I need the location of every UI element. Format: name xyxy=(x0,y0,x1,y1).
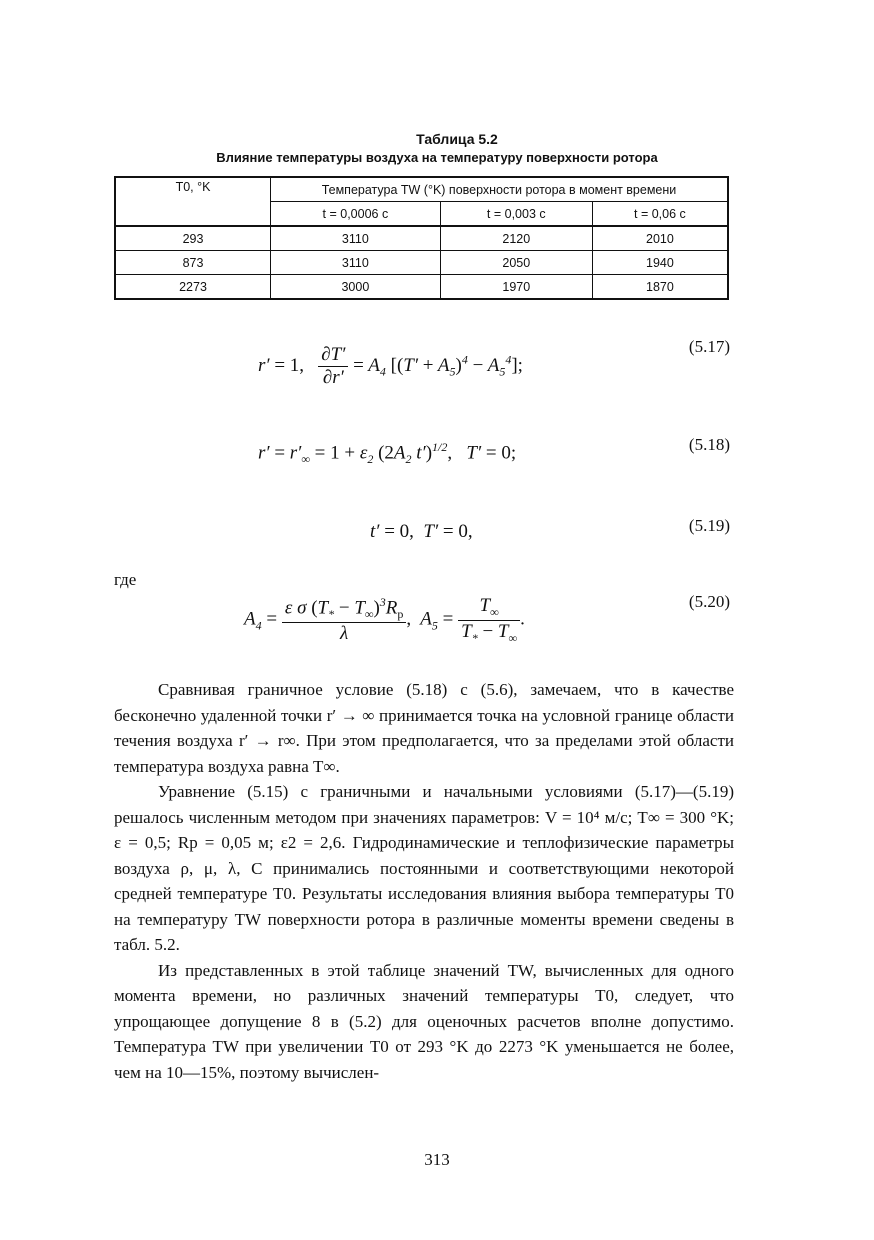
paragraph: Уравнение (5.15) с граничными и начальными условиями (5.17)—(5.19) решалось численным методом при значениях параметров: V = 10⁴ м/с; T∞ = 300 °K; ε = 0,5; Rp = 0,05 м; ε2 = 2,6. Гидродинамические и теплофизические параметры воздуха ρ, μ, λ, C принимались постоянными и соответствующими некоторой средней температуре T0. Результаты исследования влияния выбора температуры T0 на температуру TW поверхности ротора в различные моменты времени сведены в табл. 5.2. xyxy=(114,782,734,954)
equation-5-18: $r' = r'_\infty = 1 + \varepsilon_2$ ($2A_2$ t′)$^{1/2}$, T′ = 0; xyxy=(258,440,517,467)
col-header-t0: T0, °K xyxy=(115,177,271,226)
cell-t0: 2273 xyxy=(115,275,271,300)
equation-number: (5.19) xyxy=(688,516,730,535)
equation-number: (5.17) xyxy=(688,337,730,356)
page-number: 313 xyxy=(424,1150,450,1169)
equation-number: (5.18) xyxy=(688,435,730,454)
table-number: Таблица 5.2 xyxy=(416,131,498,147)
cell-value: 3110 xyxy=(271,251,441,275)
data-table xyxy=(114,176,729,300)
paragraph: Сравнивая граничное условие (5.18) с (5.6), замечаем, что в качестве бесконечно удаленной точки r′ → ∞ принимается точка на условной границе области течения воздуха r′ → r∞. При этом предполагается, что за пределами этой области температура воздуха равна T∞. xyxy=(114,680,734,776)
col-header-time: t = 0,06 c xyxy=(592,202,728,227)
where-word: где xyxy=(114,570,137,589)
equation-5-20: $A_4$ = $\frac{\varepsilon \sigma (T_* - T_\infty)^3R_p}{\lambda}$ , $A_5$ = $\frac{T_\infty}{T_* - T_\infty}$ . xyxy=(244,595,525,645)
table-row xyxy=(115,275,728,300)
table-row xyxy=(115,251,728,275)
cell-t0: 873 xyxy=(115,251,271,275)
body-text xyxy=(114,677,734,1085)
cell-value: 2050 xyxy=(440,251,592,275)
cell-value: 3110 xyxy=(271,226,441,251)
col-header-time: t = 0,003 c xyxy=(440,202,592,227)
table-row xyxy=(115,226,728,251)
cell-value: 1870 xyxy=(592,275,728,300)
equation-5-17: r′ = 1, $\frac{\partial T'}{\partial r'}$ = $A_4$ $[(T' + A_5)^4 - A_5^4]$; xyxy=(258,344,523,388)
col-header-group: Температура TW (°K) поверхности ротора в момент времени xyxy=(271,177,729,202)
col-header-time: t = 0,0006 c xyxy=(271,202,441,227)
cell-value: 3000 xyxy=(271,275,441,300)
cell-value: 2010 xyxy=(592,226,728,251)
paragraph: Из представленных в этой таблице значений TW, вычисленных для одного момента времени, но различных значений температуры T0, следует, что упрощающее допущение 8 в (5.2) для оценочных расчетов вполне допустимо. Температура TW при увеличении T0 от 293 °K до 2273 °K уменьшается не более, чем на 10—15%, поэтому вычислен- xyxy=(114,960,734,1082)
equation-number: (5.20) xyxy=(688,592,730,611)
cell-value: 2120 xyxy=(440,226,592,251)
cell-t0: 293 xyxy=(115,226,271,251)
cell-value: 1970 xyxy=(440,275,592,300)
equation-5-19: t′ = 0, T′ = 0, xyxy=(370,521,473,542)
cell-value: 1940 xyxy=(592,251,728,275)
table-title: Влияние температуры воздуха на температуру поверхности ротора xyxy=(216,150,658,165)
